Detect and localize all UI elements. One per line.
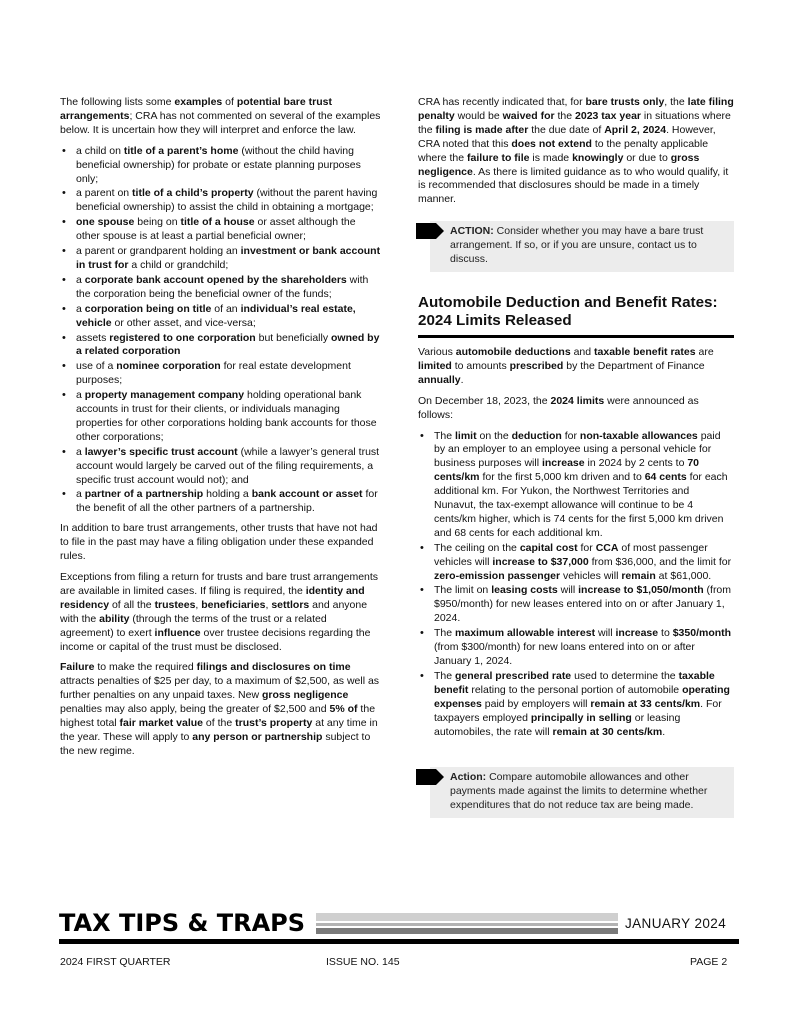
text-run: of bbox=[222, 96, 237, 108]
bold-text-run: potential bare trust arrangements bbox=[60, 96, 332, 122]
text-run: Consider whether you may have a bare trust arrangement. If so, or if you are unsure, contact us to discuss. bbox=[450, 225, 704, 266]
other-trusts-paragraph bbox=[60, 522, 382, 564]
footer-issue-number: ISSUE NO. 145 bbox=[326, 956, 400, 968]
bold-text-run: title of a child’s property bbox=[132, 187, 254, 200]
list-item bbox=[60, 389, 382, 445]
text-run: on the bbox=[476, 429, 512, 442]
text-run: CRA has recently indicated that, for bbox=[418, 96, 586, 108]
text-run: In addition to bare trust arrangements, other trusts that have not had to file in the past may have a filing obligation under these expanded rules. bbox=[60, 522, 378, 563]
bold-text-run: general prescribed rate bbox=[455, 669, 572, 682]
text-run: . However, CRA noted that this bbox=[418, 123, 716, 150]
text-run: to amounts bbox=[451, 359, 510, 372]
bold-text-run: leasing costs bbox=[491, 584, 558, 597]
section-title: Automobile Deduction and Benefit Rates: 2024 Limits Released bbox=[418, 294, 734, 338]
list-item bbox=[418, 670, 734, 740]
bold-text-run: title of a parent’s home bbox=[123, 144, 239, 157]
bold-text-run: increase bbox=[541, 457, 585, 470]
text-run: or other asset, and vice-versa; bbox=[111, 316, 256, 329]
bold-text-run: zero-emission passenger bbox=[434, 569, 561, 582]
text-run: . bbox=[662, 725, 666, 738]
bold-text-run: limited bbox=[418, 359, 452, 372]
bold-text-run: 5% of bbox=[329, 703, 358, 716]
bold-text-run: examples bbox=[174, 96, 223, 108]
text-run: for each additional km. For Yukon, the Northwest Territories and Nunavut, the tax-exempt allowance will continue to be 4 cents/km higher, which is 74 cents for the first 5,000 km driven and 68 cents for each additional km. bbox=[434, 471, 728, 539]
text-run: Exceptions from filing a return for trusts and bare trust arrangements are available in limited cases. If filing is required, the bbox=[60, 571, 379, 597]
bold-text-run: gross negligence bbox=[418, 151, 700, 178]
text-run: of most passenger vehicles will bbox=[434, 541, 708, 568]
limits-announced-paragraph bbox=[418, 395, 734, 423]
bold-text-run: ACTION: bbox=[450, 225, 494, 238]
text-run: of the bbox=[203, 717, 236, 730]
list-item bbox=[60, 360, 382, 388]
text-run: a bbox=[76, 445, 85, 458]
text-run: in 2024 by 2 cents to bbox=[584, 457, 688, 470]
bold-text-run: CCA bbox=[595, 541, 619, 554]
list-item bbox=[60, 245, 382, 273]
text-run: penalties may also apply, being the greater of $2,500 and bbox=[60, 703, 330, 716]
bold-text-run: bank account or asset bbox=[251, 488, 363, 501]
bold-text-run: gross negligence bbox=[261, 689, 349, 702]
bold-text-run: beneficiaries bbox=[201, 598, 266, 611]
text-run: is made bbox=[529, 151, 573, 164]
text-run: for bbox=[561, 429, 580, 442]
bold-text-run: does not extend bbox=[511, 137, 592, 150]
bold-text-run: trust’s property bbox=[235, 717, 313, 730]
footer-bar-light bbox=[316, 913, 618, 921]
bold-text-run: 70 cents/km bbox=[434, 457, 700, 484]
bold-text-run: identity and residency bbox=[60, 584, 365, 611]
text-run: , bbox=[265, 598, 272, 611]
text-run: ; CRA has not commented on several of the examples below. It is uncertain how they will interpret and enforce the law. bbox=[60, 109, 381, 136]
text-run: to the penalty applicable where the bbox=[418, 137, 709, 164]
bold-text-run: remain at 30 cents/km bbox=[552, 725, 663, 738]
text-run: paid by employers will bbox=[481, 697, 591, 710]
text-run: being on bbox=[134, 216, 181, 229]
action-text bbox=[450, 225, 724, 267]
bold-text-run: prescribed bbox=[509, 359, 564, 372]
text-run: assets bbox=[76, 331, 110, 344]
text-run: at any time in the year. These will apply to bbox=[60, 717, 378, 743]
text-run: for the first 5,000 km driven and to bbox=[479, 471, 645, 484]
bold-text-run: maximum allowable interest bbox=[455, 627, 596, 640]
text-run: from $36,000, and the limit for bbox=[588, 555, 732, 568]
bold-text-run: title of a house bbox=[180, 216, 255, 229]
bold-text-run: bare trusts only bbox=[585, 96, 665, 108]
bold-text-run: operating expenses bbox=[434, 683, 730, 710]
action-callout-bare-trust bbox=[430, 221, 734, 272]
text-run: attracts penalties of $25 per day, to a maximum of $2,500, as well as further penalties on any unpaid taxes. New bbox=[60, 675, 380, 702]
text-run: the bbox=[554, 109, 576, 122]
text-run: vehicles will bbox=[560, 569, 622, 582]
exceptions-paragraph bbox=[60, 571, 382, 654]
newsletter-title: TAX TIPS & TRAPS bbox=[59, 909, 306, 937]
text-run: a parent on bbox=[76, 187, 133, 200]
bold-text-run: April 2, 2024 bbox=[604, 123, 667, 136]
bold-text-run: capital cost bbox=[519, 541, 578, 554]
bold-text-run: partner of a partnership bbox=[84, 488, 204, 501]
bold-text-run: trustees bbox=[154, 598, 196, 611]
text-run: . For taxpayers employed bbox=[434, 697, 722, 724]
text-run: . bbox=[460, 373, 464, 386]
bold-text-run: one spouse bbox=[76, 216, 135, 229]
text-run: for real estate development purposes; bbox=[76, 360, 351, 387]
bold-text-run: filing is made after bbox=[435, 123, 529, 136]
text-run: a child on bbox=[76, 144, 124, 157]
bold-text-run: late filing penalty bbox=[418, 96, 734, 122]
bold-text-run: waived for bbox=[502, 109, 555, 122]
text-run: used to determine the bbox=[571, 669, 679, 682]
text-run: or leasing automobiles, the rate will bbox=[434, 711, 681, 738]
list-item bbox=[60, 332, 382, 360]
text-run: (without the parent having beneficial ownership) to assist the child in obtaining a mortgage; bbox=[76, 187, 378, 214]
footer-bar-mid bbox=[316, 923, 618, 926]
bold-text-run: Action: bbox=[450, 771, 487, 784]
cra-penalty-paragraph bbox=[418, 96, 734, 207]
bold-text-run: remain bbox=[621, 569, 656, 582]
text-run: a bbox=[76, 273, 85, 286]
bold-text-run: settlors bbox=[271, 598, 310, 611]
bold-text-run: lawyer’s specific trust account bbox=[84, 445, 238, 458]
list-item bbox=[60, 216, 382, 244]
bold-text-run: influence bbox=[154, 626, 201, 639]
left-column bbox=[60, 96, 382, 766]
text-run: over trustee decisions regarding the income or capital of the trust must be disclosed. bbox=[60, 626, 371, 653]
text-run: or asset although the other spouse is at least a partial beneficial owner; bbox=[76, 216, 356, 243]
list-item bbox=[60, 145, 382, 187]
list-item bbox=[60, 187, 382, 215]
text-run: would be bbox=[454, 109, 503, 122]
right-column bbox=[418, 96, 734, 818]
text-run: and bbox=[570, 345, 595, 358]
bold-text-run: registered to one corporation bbox=[109, 331, 256, 344]
bold-text-run: corporation being on title bbox=[84, 302, 212, 315]
bold-text-run: ability bbox=[99, 612, 130, 625]
bare-trust-examples-list bbox=[60, 145, 382, 517]
list-item bbox=[418, 584, 734, 626]
bold-text-run: individual’s real estate, vehicle bbox=[76, 302, 356, 329]
text-run: to bbox=[658, 627, 673, 640]
text-run: (from $300/month) for new loans entered into on or after January 1, 2024. bbox=[434, 641, 695, 667]
text-run: (through the terms of the trust or a related agreement) to exert bbox=[60, 612, 327, 639]
bold-text-run: principally in selling bbox=[530, 711, 632, 724]
text-run: were announced as follows: bbox=[418, 394, 699, 421]
text-run: The limit on bbox=[434, 584, 492, 597]
text-run: of all the bbox=[109, 598, 155, 611]
text-run: . As there is limited guidance as to who would qualify, it is recommended that disclosures should be made in a timely manner. bbox=[418, 165, 729, 206]
bold-text-run: annually bbox=[418, 373, 461, 386]
text-run: holding a bbox=[203, 488, 252, 501]
bold-text-run: increase bbox=[615, 627, 659, 640]
list-item bbox=[418, 430, 734, 541]
intro-paragraph bbox=[60, 96, 382, 138]
text-run: for the benefit of all the other partners of a partnership. bbox=[76, 488, 378, 515]
text-run: but beneficially bbox=[255, 331, 331, 344]
text-run: a bbox=[76, 389, 85, 402]
bold-text-run: Failure bbox=[60, 661, 95, 674]
bold-text-run: increase to $37,000 bbox=[492, 555, 589, 568]
text-run: The bbox=[434, 669, 456, 682]
text-run: of an bbox=[211, 302, 241, 315]
text-run: the due date of bbox=[528, 123, 605, 136]
text-run: a child or grandchild; bbox=[128, 258, 229, 271]
text-run: The ceiling on the bbox=[434, 541, 520, 554]
list-item bbox=[60, 446, 382, 488]
text-run: The bbox=[434, 429, 456, 442]
text-run: will bbox=[595, 627, 616, 640]
text-run: , the bbox=[664, 96, 688, 108]
bold-text-run: nominee corporation bbox=[116, 360, 221, 373]
bold-text-run: investment or bank account in trust for bbox=[76, 245, 381, 271]
text-run: a bbox=[76, 302, 85, 315]
bold-text-run: corporate bank account opened by the shareholders bbox=[84, 273, 347, 286]
text-run: The bbox=[434, 627, 456, 640]
text-run: relating to the personal portion of automobile bbox=[468, 683, 683, 696]
bold-text-run: increase to $1,050/month bbox=[578, 584, 704, 597]
text-run: with the corporation being the beneficial owner of the funds; bbox=[76, 273, 369, 300]
bold-text-run: non-taxable allowances bbox=[579, 429, 698, 442]
text-run: paid by an employer to an employee using a personal vehicle for business purposes will bbox=[434, 429, 721, 470]
text-run: in situations where the bbox=[418, 109, 731, 136]
bold-text-run: automobile deductions bbox=[455, 345, 571, 358]
bold-text-run: 2024 limits bbox=[550, 394, 605, 407]
action-callout-automobile bbox=[430, 767, 734, 818]
penalties-paragraph bbox=[60, 661, 382, 758]
list-item bbox=[60, 488, 382, 516]
text-run: (without the child having beneficial ownership) for probate or estate planning purposes only; bbox=[76, 144, 361, 185]
auto-limits-list bbox=[418, 430, 734, 740]
list-item bbox=[60, 303, 382, 331]
action-text bbox=[450, 771, 724, 813]
text-run: at $61,000. bbox=[655, 569, 712, 582]
bold-text-run: remain at 33 cents/km bbox=[590, 697, 701, 710]
text-run: On December 18, 2023, the bbox=[418, 394, 551, 407]
list-item bbox=[60, 274, 382, 302]
bold-text-run: knowingly bbox=[572, 151, 624, 164]
text-run: will bbox=[557, 584, 579, 597]
footer-rule bbox=[59, 939, 739, 944]
bold-text-run: $350/month bbox=[672, 627, 732, 640]
text-run: to make the required bbox=[94, 661, 197, 674]
bold-text-run: failure to file bbox=[467, 151, 530, 164]
text-run: a parent or grandparent holding an bbox=[76, 245, 241, 258]
issue-date: JANUARY 2024 bbox=[625, 916, 727, 931]
bold-text-run: limit bbox=[455, 429, 477, 442]
bold-text-run: fair market value bbox=[119, 717, 204, 730]
text-run: holding operational bank accounts in trust for their clients, or individuals managing properties for other corporations holding bank accounts for those other corporations; bbox=[76, 389, 377, 443]
text-run: and anyone with the bbox=[60, 598, 368, 625]
text-run: Compare automobile allowances and other payments made against the limits to determine whether expenditures that do not reduce tax are being made. bbox=[450, 771, 708, 812]
text-run: , bbox=[195, 598, 202, 611]
text-run: for bbox=[577, 541, 596, 554]
bold-text-run: filings and disclosures on time bbox=[196, 661, 351, 674]
footer-bar-dark bbox=[316, 928, 618, 934]
bold-text-run: taxable benefit bbox=[434, 669, 715, 696]
text-run: by the Department of Finance bbox=[563, 359, 705, 372]
action-flag-icon bbox=[416, 223, 444, 239]
list-item bbox=[418, 627, 734, 669]
bold-text-run: owned by a related corporation bbox=[76, 331, 380, 358]
auto-intro-paragraph bbox=[418, 346, 734, 388]
bold-text-run: taxable benefit rates bbox=[594, 345, 696, 358]
text-run: are bbox=[695, 345, 714, 358]
bold-text-run: deduction bbox=[511, 429, 562, 442]
bold-text-run: 64 cents bbox=[644, 471, 687, 484]
bold-text-run: any person or partnership bbox=[192, 730, 323, 743]
text-run: (while a lawyer’s general trust account would largely be carved out of the filing requirements, a specific trust account would not); and bbox=[76, 445, 380, 486]
bold-text-run: 2023 tax year bbox=[575, 109, 641, 122]
text-run: use of a bbox=[76, 360, 117, 373]
bold-text-run: property management company bbox=[84, 389, 245, 402]
action-flag-icon bbox=[416, 769, 444, 785]
text-run: subject to the new regime. bbox=[60, 730, 371, 757]
text-run: the highest total bbox=[60, 703, 376, 730]
list-item bbox=[418, 542, 734, 584]
footer-quarter: 2024 FIRST QUARTER bbox=[60, 956, 171, 968]
text-run: (from $950/month) for new leases entered into on or after January 1, 2024. bbox=[434, 584, 732, 625]
footer-page-number: PAGE 2 bbox=[690, 956, 728, 968]
text-run: The following lists some bbox=[60, 96, 175, 108]
text-run: a bbox=[76, 488, 85, 501]
text-run: Various bbox=[418, 345, 456, 358]
text-run: or due to bbox=[623, 151, 671, 164]
